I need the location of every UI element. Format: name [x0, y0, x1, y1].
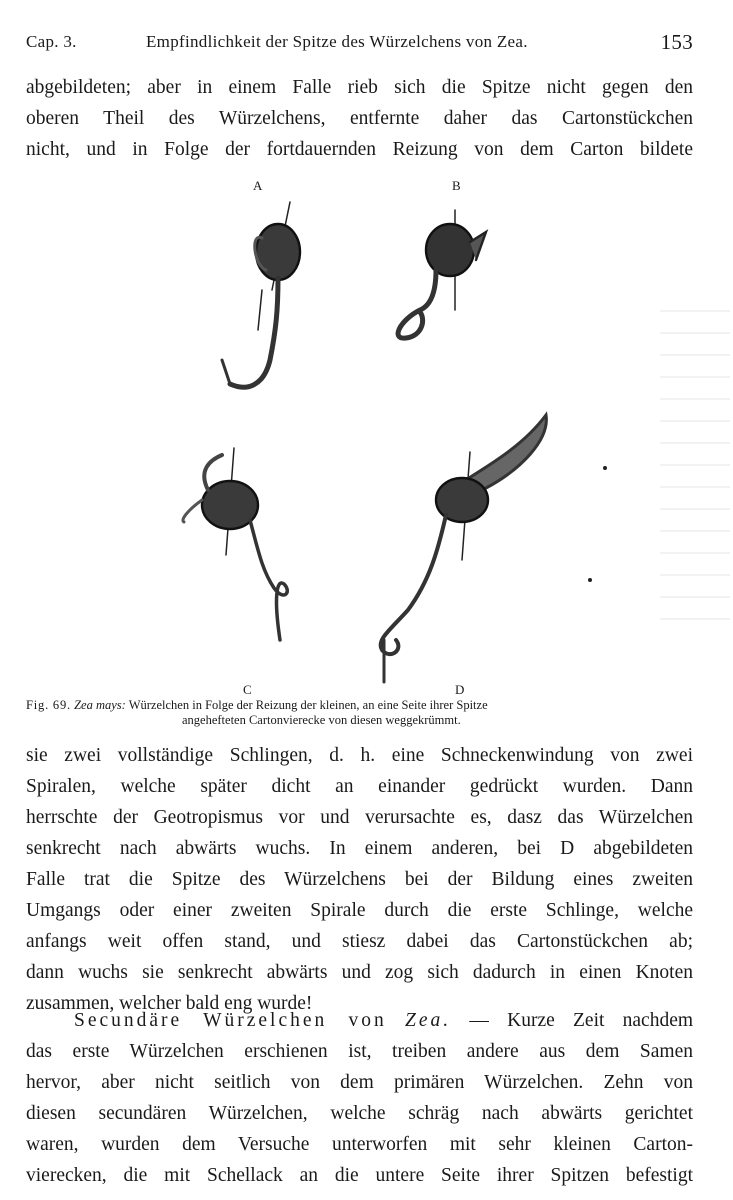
chapter-label: Cap. 3. [26, 32, 77, 51]
running-header [26, 30, 693, 54]
text-line: herrschte der Geotropismus vor und verursachte es, dasz das Würzelchen [26, 807, 693, 828]
figure-label-a: A [253, 178, 264, 193]
text-line: nicht, und in Folge der fortdauernden Reizung von dem Carton bildete [26, 139, 693, 160]
panel-b-drawing [398, 210, 486, 338]
panel-d-drawing [381, 415, 547, 682]
text-line: Umgangs oder einer zweiten Spirale durch die erste Schlinge, welche [26, 900, 693, 921]
panel-a-drawing [222, 202, 300, 387]
section-first-line-text: — Kurze Zeit nachdem [469, 1010, 694, 1031]
text-line: zusammen, welcher bald eng wurde! [26, 993, 313, 1014]
text-line: Falle trat die Spitze des Würzelchens bei der Bildung eines zweiten [26, 869, 693, 890]
figure-label-c: C [243, 682, 253, 697]
panel-c-drawing [183, 448, 287, 640]
running-title: Empfindlichkeit der Spitze des Würzelchens von Zea. [146, 32, 528, 51]
paragraph-middle [26, 740, 693, 1019]
text-line: hervor, aber nicht seitlich von dem primären Würzelchen. Zehn von [26, 1072, 693, 1093]
section-first-line [26, 1005, 693, 1036]
text-line: vierecken, die mit Schellack an die untere Seite ihrer Spitzen befestigt [26, 1165, 693, 1186]
figure-label-b: B [452, 178, 462, 193]
figure-label-d: D [455, 682, 466, 697]
caption-text: Würzelchen in Folge der Reizung der kleinen, an eine Seite ihrer Spitze [128, 698, 488, 712]
root-illustrations [150, 170, 610, 700]
text-line: diesen secundären Würzelchen, welche schräg nach abwärts gerichtet [26, 1103, 693, 1124]
text-line: anfangs weit offen stand, und stiesz dabei das Cartonstückchen ab; [26, 931, 693, 952]
page-number: 153 [660, 30, 693, 54]
text-line: abgebildeten; aber in einem Falle rieb sich die Spitze nicht gegen den [26, 77, 693, 98]
figure-number: Fig. 69. [26, 698, 71, 712]
species-name: Zea mays: [74, 698, 126, 712]
figure-caption [26, 698, 693, 728]
caption-line-1 [26, 698, 693, 713]
text-line: sie zwei vollständige Schlingen, d. h. eine Schneckenwindung von zwei [26, 745, 693, 766]
caption-line-2: angehefteten Cartonvierecke von diesen weggekrümmt. [182, 713, 461, 727]
paragraph-top [26, 72, 693, 165]
figure-69 [150, 170, 610, 700]
text-line: Spiralen, welche später dicht an einander gedrückt wurden. Dann [26, 776, 693, 797]
section-heading: Secundäre Würzelchen von [74, 1010, 387, 1031]
text-line: waren, wurden dem Versuche unterworfen mit sehr kleinen Carton- [26, 1134, 693, 1155]
section-heading-genus: Zea. [405, 1010, 452, 1031]
text-line: dann wuchs sie senkrecht abwärts und zog sich dadurch in einen Knoten [26, 962, 693, 983]
section-secundaere-wuerzelchen [26, 1005, 693, 1191]
paper-bleed-through [660, 310, 730, 630]
text-line: oberen Theil des Würzelchens, entfernte daher das Cartonstückchen [26, 108, 693, 129]
text-line: das erste Würzelchen erschienen ist, treiben andere aus dem Samen [26, 1041, 693, 1062]
text-line: senkrecht nach abwärts wuchs. In einem anderen, bei D abgebildeten [26, 838, 693, 859]
